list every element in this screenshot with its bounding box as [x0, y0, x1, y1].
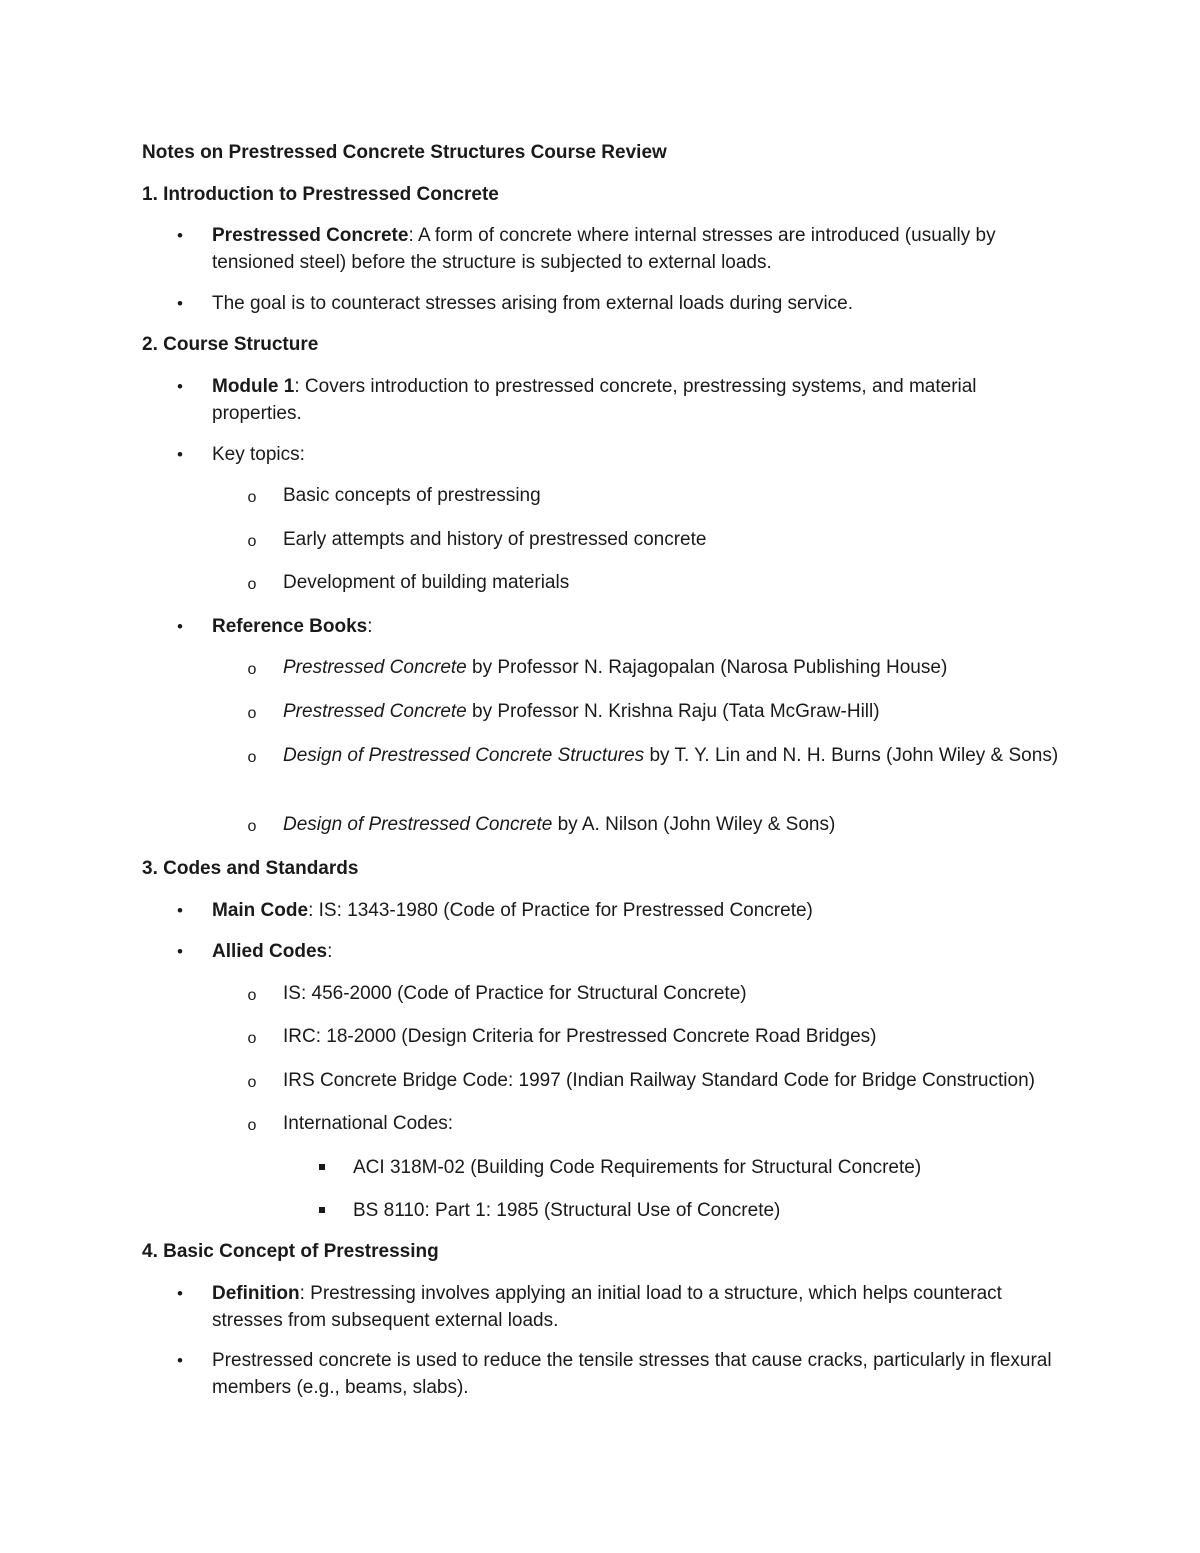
sub-bullet-icon: o: [247, 1074, 257, 1091]
book-title: Design of Prestressed Concrete Structures: [283, 745, 645, 766]
s2-bullet-1: [212, 373, 1052, 427]
section-1-heading: 1. Introduction to Prestressed Concrete: [142, 184, 499, 205]
book-author: by T. Y. Lin and N. H. Burns (John Wiley & Sons): [644, 745, 1059, 766]
topic-item: Development of building materials: [283, 572, 570, 593]
book-title: Design of Prestressed Concrete: [283, 814, 553, 835]
colon: :: [367, 616, 373, 637]
sub-bullet-icon: o: [247, 705, 257, 722]
s3-bullet-1: [212, 897, 813, 924]
reference-book-item: [283, 811, 835, 838]
topic-item: Basic concepts of prestressing: [283, 485, 541, 506]
square-bullet-icon: [316, 1197, 328, 1213]
section-2-heading: 2. Course Structure: [142, 334, 319, 355]
term-module-1: Module 1: [212, 376, 295, 397]
allied-code-item: International Codes:: [283, 1113, 454, 1134]
bullet-icon: •: [177, 226, 183, 245]
term-allied-codes: Allied Codes: [212, 941, 328, 962]
section-3-heading: 3. Codes and Standards: [142, 858, 359, 879]
reference-book-item: [283, 654, 947, 681]
international-code-item: ACI 318M-02 (Building Code Requirements for Structural Concrete): [353, 1157, 922, 1178]
s3-bullet-2: [212, 938, 332, 965]
bullet-icon: •: [177, 617, 183, 636]
sub-bullet-icon: o: [247, 1117, 257, 1134]
term-main-code: Main Code: [212, 900, 309, 921]
book-title: Prestressed Concrete: [283, 657, 467, 678]
sub-bullet-icon: o: [247, 489, 257, 506]
s4-bullet-2: Prestressed concrete is used to reduce the tensile stresses that cause cracks, particularly in flexural members (e.g., beams, slabs).: [212, 1350, 1052, 1398]
document-title: Notes on Prestressed Concrete Structures Course Review: [142, 142, 667, 163]
book-author: by Professor N. Rajagopalan (Narosa Publishing House): [466, 657, 948, 678]
s1-bullet-1: [212, 222, 1052, 276]
s4-bullet-1: [212, 1280, 1052, 1334]
bullet-icon: •: [177, 445, 183, 464]
s2-bullet-2: Key topics:: [212, 444, 305, 465]
sub-bullet-icon: o: [247, 1030, 257, 1047]
sub-bullet-icon: o: [247, 987, 257, 1004]
allied-code-item: IRS Concrete Bridge Code: 1997 (Indian Railway Standard Code for Bridge Construction): [283, 1070, 1035, 1091]
bullet-icon: •: [177, 377, 183, 396]
s2-bullet-1-text: : Covers introduction to prestressed concrete, prestressing systems, and material properties.: [212, 376, 977, 424]
bullet-icon: •: [177, 1284, 183, 1303]
book-author: by A. Nilson (John Wiley & Sons): [552, 814, 836, 835]
s1-bullet-2: The goal is to counteract stresses arising from external loads during service.: [212, 293, 854, 314]
term-prestressed-concrete: Prestressed Concrete: [212, 225, 409, 246]
sub-bullet-icon: o: [247, 533, 257, 550]
sub-bullet-icon: o: [247, 749, 257, 766]
bullet-icon: •: [177, 294, 183, 313]
book-author: by Professor N. Krishna Raju (Tata McGraw-Hill): [466, 701, 880, 722]
bullet-icon: •: [177, 942, 183, 961]
square-bullet-icon: [316, 1154, 328, 1170]
s2-bullet-3: [212, 613, 373, 640]
bullet-icon: •: [177, 1351, 183, 1370]
allied-code-item: IRC: 18-2000 (Design Criteria for Prestressed Concrete Road Bridges): [283, 1026, 877, 1047]
international-code-item: BS 8110: Part 1: 1985 (Structural Use of Concrete): [353, 1200, 781, 1221]
sub-bullet-icon: o: [247, 576, 257, 593]
reference-book-item: [283, 742, 1063, 769]
book-title: Prestressed Concrete: [283, 701, 467, 722]
s1-bullet-1-text: : A form of concrete where internal stresses are introduced (usually by tensioned steel) before the structure is subjected to external loads.: [212, 225, 996, 273]
reference-book-item: [283, 698, 880, 725]
sub-bullet-icon: o: [247, 661, 257, 678]
bullet-icon: •: [177, 901, 183, 920]
term-definition: Definition: [212, 1283, 300, 1304]
sub-bullet-icon: o: [247, 818, 257, 835]
topic-item: Early attempts and history of prestressed concrete: [283, 529, 707, 550]
allied-code-item: IS: 456-2000 (Code of Practice for Structural Concrete): [283, 983, 747, 1004]
s3-bullet-1-text: : IS: 1343-1980 (Code of Practice for Prestressed Concrete): [308, 900, 813, 921]
s4-bullet-1-text: : Prestressing involves applying an initial load to a structure, which helps counteract stresses from subsequent external loads.: [212, 1283, 1002, 1331]
term-reference-books: Reference Books: [212, 616, 368, 637]
colon: :: [327, 941, 333, 962]
section-4-heading: 4. Basic Concept of Prestressing: [142, 1241, 439, 1262]
